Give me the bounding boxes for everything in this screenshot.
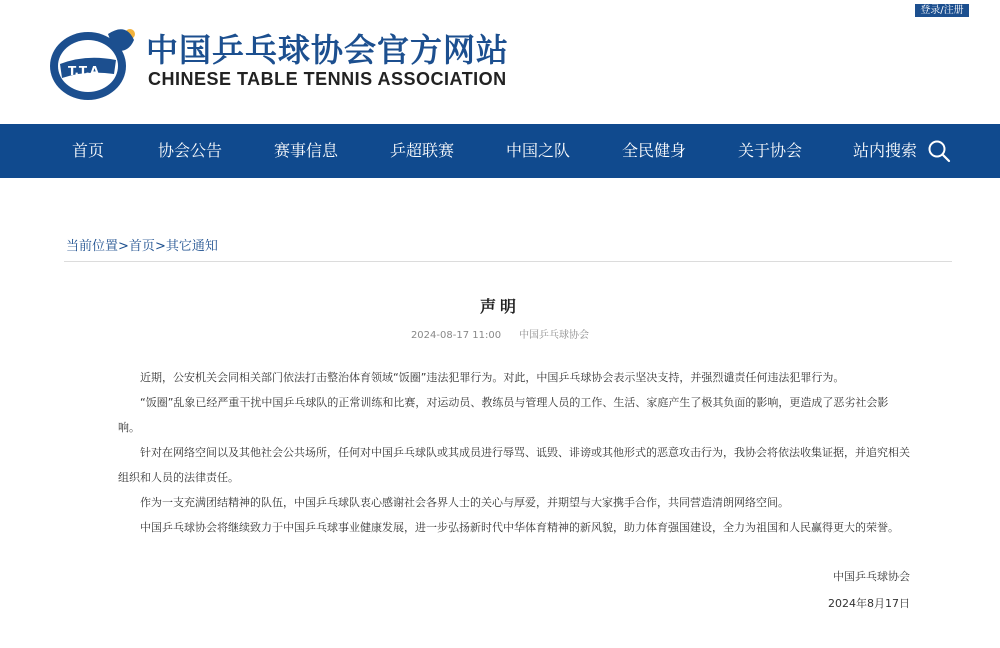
nav-national-team[interactable]: 中国之队	[506, 141, 571, 160]
article-meta	[0, 329, 1000, 343]
signature-date: 2024年8月17日	[828, 597, 910, 610]
article-body	[118, 365, 910, 540]
nav-fitness[interactable]: 全民健身	[622, 141, 687, 160]
nav-super-league[interactable]: 乒超联赛	[390, 141, 455, 160]
logo-text: T.T.A	[68, 64, 100, 78]
main-navigation	[0, 124, 1000, 178]
breadcrumb-home[interactable]: 首页	[128, 239, 155, 254]
site-title: 中国乒乓球协会官方网站	[146, 31, 510, 69]
nav-site-search[interactable]: 站内搜索	[853, 141, 918, 160]
article-paragraph: 中国乒乓球协会将继续致力于中国乒乓球事业健康发展，进一步弘扬新时代中华体育精神的新风貌，助力体育强国建设，全力为祖国和人民赢得更大的荣誉。	[140, 521, 899, 534]
article-date: 2024-08-17 11:00	[410, 330, 502, 341]
article-paragraph: 针对在网络空间以及其他社会公共场所，任何对中国乒乓球队或其成员进行辱骂、诋毁、诽谤或其他形式的恶意攻击行为，我协会将依法收集证据，并追究相关组织和人员的法律责任。	[118, 446, 910, 484]
breadcrumb-section[interactable]: 其它通知	[165, 239, 218, 254]
site-subtitle: CHINESE TABLE TENNIS ASSOCIATION	[148, 69, 507, 89]
nav-about[interactable]: 关于协会	[738, 141, 803, 160]
login-register-button[interactable]: 登录/注册	[915, 4, 969, 17]
breadcrumb-separator: >	[154, 239, 166, 254]
article-source: 中国乒乓球协会	[519, 330, 590, 341]
breadcrumb	[66, 238, 218, 256]
breadcrumb-separator: >	[118, 239, 129, 254]
nav-events[interactable]: 赛事信息	[274, 141, 339, 160]
breadcrumb-divider	[64, 261, 952, 262]
article-paragraph: “饭圈”乱象已经严重干扰中国乒乓球队的正常训练和比赛，对运动员、教练员与管理人员的工作、生活、家庭产生了极其负面的影响，更造成了恶劣社会影响。	[118, 396, 889, 434]
article-paragraph: 近期，公安机关会同相关部门依法打击整治体育领域“饭圈”违法犯罪行为。对此，中国乒乓球协会表示坚决支持，并强烈谴责任何违法犯罪行为。	[140, 371, 845, 384]
article-title: 声明	[479, 297, 520, 316]
nav-announcements[interactable]: 协会公告	[158, 141, 223, 160]
nav-home[interactable]: 首页	[72, 141, 105, 160]
breadcrumb-current-position: 当前位置	[66, 239, 119, 254]
signature-org: 中国乒乓球协会	[833, 570, 910, 583]
article-paragraph: 作为一支充满团结精神的队伍，中国乒乓球队衷心感谢社会各界人士的关心与厚爱，并期望与大家携手合作，共同营造清朗网络空间。	[140, 496, 789, 509]
search-icon[interactable]	[927, 139, 951, 163]
ctta-logo-icon[interactable]	[46, 24, 136, 104]
